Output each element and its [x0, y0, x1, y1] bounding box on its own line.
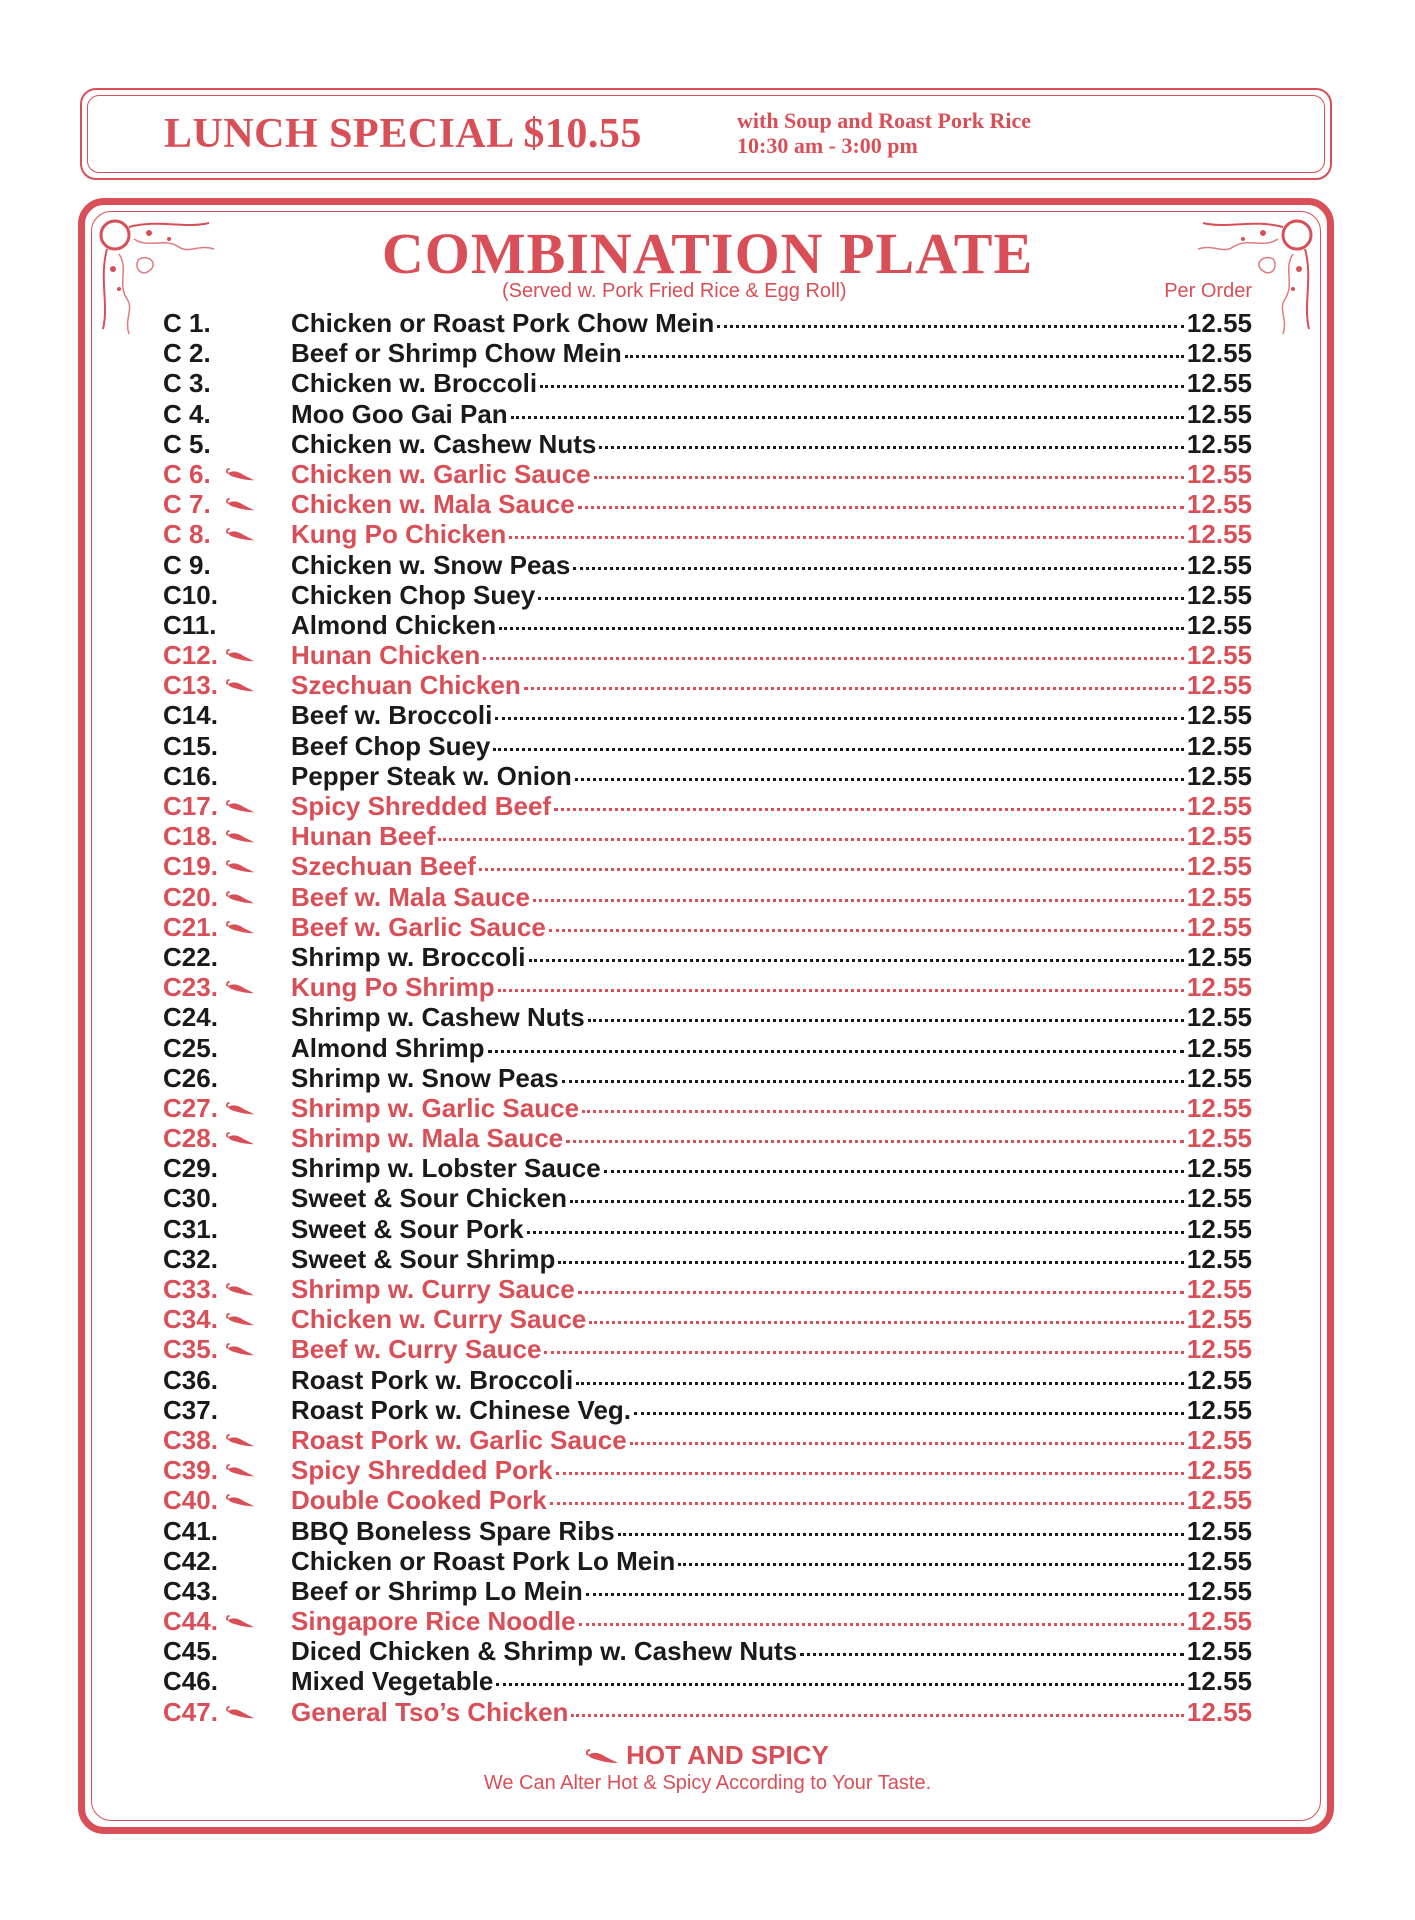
item-name: Roast Pork w. Broccoli: [291, 1364, 574, 1395]
dot-leader: [630, 1442, 1184, 1445]
menu-item: [163, 1666, 1252, 1696]
menu-item: [163, 761, 1252, 791]
dot-leader: [604, 1170, 1184, 1173]
menu-item: [163, 1455, 1252, 1485]
item-code: C18.: [163, 821, 218, 852]
chili-pepper-icon: [225, 921, 257, 935]
item-price: 12.55: [1186, 519, 1252, 550]
dot-leader: [496, 1683, 1184, 1686]
menu-item: [163, 1183, 1252, 1213]
item-name: Pepper Steak w. Onion: [291, 760, 572, 791]
menu-item: [163, 1274, 1252, 1304]
chili-pepper-icon: [586, 1749, 620, 1765]
item-name: Beef w. Broccoli: [291, 700, 493, 731]
item-name: Roast Pork w. Chinese Veg.: [291, 1394, 632, 1425]
dot-leader: [544, 1351, 1183, 1354]
item-code: C35.: [163, 1334, 218, 1365]
dot-leader: [558, 1261, 1184, 1264]
item-name: Sweet & Sour Chicken: [291, 1183, 567, 1214]
menu-item: [163, 640, 1252, 670]
menu-item: [163, 399, 1252, 429]
item-name: Diced Chicken & Shrimp w. Cashew Nuts: [291, 1636, 798, 1667]
item-name: Kung Po Shrimp: [291, 972, 495, 1003]
menu-item: [163, 1304, 1252, 1334]
lunch-special-details: [737, 108, 1031, 158]
item-code: C43.: [163, 1575, 218, 1606]
item-code: C32.: [163, 1243, 218, 1274]
item-price: 12.55: [1186, 670, 1252, 701]
menu-item: [163, 1153, 1252, 1183]
menu-item: [163, 308, 1252, 338]
menu-item: [163, 459, 1252, 489]
item-name: Mixed Vegetable: [291, 1666, 494, 1697]
menu-item: [163, 942, 1252, 972]
dot-leader: [509, 536, 1184, 539]
dot-leader: [493, 748, 1184, 751]
item-code: C11.: [163, 609, 217, 640]
menu-item: [163, 1485, 1252, 1515]
item-name: Shrimp w. Garlic Sauce: [291, 1092, 580, 1123]
item-price: 12.55: [1186, 1636, 1252, 1667]
item-name: Beef or Shrimp Chow Mein: [291, 338, 622, 369]
chili-pepper-icon: [225, 1343, 257, 1357]
item-name: Almond Shrimp: [291, 1032, 485, 1063]
item-price: 12.55: [1186, 458, 1252, 489]
chili-pepper-icon: [225, 860, 257, 874]
dot-leader: [511, 416, 1184, 419]
item-price: 12.55: [1186, 730, 1252, 761]
lunch-special-banner: [80, 88, 1332, 180]
dot-leader: [540, 385, 1184, 388]
dot-leader: [575, 778, 1184, 781]
item-price: 12.55: [1186, 1334, 1252, 1365]
item-name: Szechuan Beef: [291, 851, 476, 882]
item-code: C26.: [163, 1062, 218, 1093]
menu-item: [163, 1516, 1252, 1546]
dot-leader: [589, 1321, 1184, 1324]
item-name: Roast Pork w. Garlic Sauce: [291, 1424, 627, 1455]
dot-leader: [529, 959, 1184, 962]
dot-leader: [570, 1200, 1184, 1203]
dot-leader: [438, 838, 1183, 841]
dot-leader: [588, 1019, 1184, 1022]
menu-item: [163, 1002, 1252, 1032]
menu-item: [163, 1606, 1252, 1636]
dot-leader: [579, 1623, 1184, 1626]
dot-leader: [678, 1563, 1184, 1566]
menu-item: [163, 1425, 1252, 1455]
dot-leader: [618, 1533, 1184, 1536]
chili-pepper-icon: [225, 891, 257, 905]
item-name: Hunan Beef: [291, 821, 436, 852]
item-code: C30.: [163, 1183, 218, 1214]
menu-item: [163, 1214, 1252, 1244]
item-price: 12.55: [1186, 1424, 1252, 1455]
item-name: Sweet & Sour Shrimp: [291, 1243, 556, 1274]
item-code: C 2.: [163, 338, 211, 369]
dot-leader: [582, 1110, 1184, 1113]
dot-leader: [527, 1231, 1184, 1234]
item-code: C45.: [163, 1636, 218, 1667]
item-code: C 8.: [163, 519, 211, 550]
item-price: 12.55: [1186, 428, 1252, 459]
chili-pepper-icon: [225, 1434, 257, 1448]
item-price: 12.55: [1186, 1606, 1252, 1637]
dot-leader: [562, 1080, 1184, 1083]
dot-leader: [717, 325, 1184, 328]
item-price: 12.55: [1186, 338, 1252, 369]
menu-item: [163, 821, 1252, 851]
menu-item: [163, 851, 1252, 881]
dot-leader: [550, 1502, 1184, 1505]
item-code: C28.: [163, 1123, 218, 1154]
menu-item: [163, 368, 1252, 398]
item-code: C 1.: [163, 308, 211, 338]
item-code: C23.: [163, 972, 218, 1003]
item-name: Chicken w. Broccoli: [291, 368, 538, 399]
item-code: C38.: [163, 1424, 218, 1455]
page-title: COMBINATION PLATE: [381, 221, 1034, 286]
menu-item: [163, 489, 1252, 519]
item-name: Singapore Rice Noodle: [291, 1606, 576, 1637]
dot-leader: [495, 717, 1184, 720]
item-name: Shrimp w. Mala Sauce: [291, 1123, 564, 1154]
chili-pepper-icon: [225, 528, 257, 542]
menu-item: [163, 1395, 1252, 1425]
item-code: C19.: [163, 851, 218, 882]
dot-leader: [499, 627, 1184, 630]
menu-item: [163, 1123, 1252, 1153]
item-name: Chicken or Roast Pork Chow Mein: [291, 308, 715, 338]
dot-leader: [578, 506, 1184, 509]
item-price: 12.55: [1186, 398, 1252, 429]
chili-pepper-icon: [225, 649, 257, 663]
item-price: 12.55: [1186, 1575, 1252, 1606]
item-price: 12.55: [1186, 1123, 1252, 1154]
item-name: Kung Po Chicken: [291, 519, 507, 550]
dot-leader: [599, 446, 1184, 449]
item-price: 12.55: [1186, 1304, 1252, 1335]
spicy-note: We Can Alter Hot & Spicy According to Your Taste.: [483, 1772, 932, 1794]
item-code: C36.: [163, 1364, 218, 1395]
menu-item: [163, 1576, 1252, 1606]
dot-leader: [571, 1714, 1183, 1717]
chili-pepper-icon: [225, 679, 257, 693]
item-price: 12.55: [1186, 1032, 1252, 1063]
dot-leader: [538, 597, 1184, 600]
item-price: 12.55: [1186, 1394, 1252, 1425]
chili-pepper-icon: [225, 1283, 257, 1297]
item-price: 12.55: [1186, 1213, 1252, 1244]
item-name: Shrimp w. Lobster Sauce: [291, 1153, 601, 1184]
item-code: C15.: [163, 730, 218, 761]
menu-list: [163, 308, 1252, 1727]
item-name: Shrimp w. Snow Peas: [291, 1062, 559, 1093]
item-price: 12.55: [1186, 941, 1252, 972]
item-code: C13.: [163, 670, 218, 701]
item-code: C14.: [163, 700, 218, 731]
item-price: 12.55: [1186, 549, 1252, 580]
item-name: Shrimp w. Curry Sauce: [291, 1274, 575, 1304]
item-price: 12.55: [1186, 851, 1252, 882]
menu-item: [163, 429, 1252, 459]
item-code: C39.: [163, 1455, 218, 1486]
hot-spicy-legend: [0, 1740, 1415, 1771]
item-price: 12.55: [1186, 1002, 1252, 1033]
dot-leader: [594, 476, 1184, 479]
dot-leader: [554, 808, 1184, 811]
menu-item: [163, 338, 1252, 368]
served-with-note: (Served w. Pork Fried Rice & Egg Roll): [502, 280, 847, 302]
item-code: C41.: [163, 1515, 218, 1546]
menu-item: [163, 912, 1252, 942]
item-price: 12.55: [1186, 700, 1252, 731]
item-code: C20.: [163, 881, 218, 912]
chili-pepper-icon: [225, 1313, 257, 1327]
item-name: Chicken w. Curry Sauce: [291, 1304, 587, 1335]
dot-leader: [556, 1472, 1184, 1475]
item-code: C 4.: [163, 398, 211, 429]
chili-pepper-icon: [225, 1102, 257, 1116]
menu-item: [163, 1334, 1252, 1364]
item-code: C29.: [163, 1153, 218, 1184]
menu-item: [163, 610, 1252, 640]
item-code: C46.: [163, 1666, 218, 1697]
menu-item: [163, 580, 1252, 610]
menu-item: [163, 1033, 1252, 1063]
per-order-label: Per Order: [1164, 280, 1252, 302]
item-name: BBQ Boneless Spare Ribs: [291, 1515, 615, 1546]
item-price: 12.55: [1186, 1545, 1252, 1576]
chili-pepper-icon: [225, 468, 257, 482]
item-name: General Tso’s Chicken: [291, 1696, 569, 1727]
lunch-special-hours: 10:30 am - 3:00 pm: [737, 133, 918, 158]
item-name: Chicken w. Snow Peas: [291, 549, 571, 580]
chili-pepper-icon: [225, 498, 257, 512]
chili-pepper-icon: [225, 1494, 257, 1508]
menu-item: [163, 700, 1252, 730]
lunch-special-title: LUNCH SPECIAL $10.55: [164, 111, 642, 157]
item-code: C 3.: [163, 368, 211, 399]
dot-leader: [576, 1382, 1184, 1385]
item-code: C44.: [163, 1606, 218, 1637]
item-code: C 7.: [163, 489, 211, 520]
item-name: Hunan Chicken: [291, 640, 481, 671]
item-code: C47.: [163, 1696, 218, 1727]
dot-leader: [586, 1593, 1184, 1596]
menu-item: [163, 1063, 1252, 1093]
item-code: C10.: [163, 579, 218, 610]
chili-pepper-icon: [225, 830, 257, 844]
item-name: Beef w. Garlic Sauce: [291, 911, 546, 942]
menu-item: [163, 1093, 1252, 1123]
item-code: C12.: [163, 640, 218, 671]
item-price: 12.55: [1186, 1243, 1252, 1274]
item-code: C 9.: [163, 549, 211, 580]
item-name: Spicy Shredded Pork: [291, 1455, 553, 1486]
item-price: 12.55: [1186, 1364, 1252, 1395]
item-price: 12.55: [1186, 911, 1252, 942]
item-price: 12.55: [1186, 308, 1252, 338]
item-code: C22.: [163, 941, 218, 972]
menu-item: [163, 791, 1252, 821]
item-name: Beef Chop Suey: [291, 730, 491, 761]
item-price: 12.55: [1186, 1062, 1252, 1093]
item-price: 12.55: [1186, 1092, 1252, 1123]
item-name: Almond Chicken: [291, 609, 497, 640]
item-code: C16.: [163, 760, 218, 791]
item-name: Double Cooked Pork: [291, 1485, 547, 1516]
item-name: Beef w. Curry Sauce: [291, 1334, 542, 1365]
item-code: C42.: [163, 1545, 218, 1576]
menu-item: [163, 670, 1252, 700]
dot-leader: [488, 1050, 1184, 1053]
item-price: 12.55: [1186, 1183, 1252, 1214]
item-name: Szechuan Chicken: [291, 670, 521, 701]
item-code: C 5.: [163, 428, 211, 459]
item-name: Shrimp w. Broccoli: [291, 941, 526, 972]
item-name: Chicken Chop Suey: [291, 579, 536, 610]
item-code: C37.: [163, 1394, 218, 1425]
item-code: C21.: [163, 911, 218, 942]
item-name: Beef w. Mala Sauce: [291, 881, 530, 912]
dot-leader: [634, 1412, 1184, 1415]
menu-item: [163, 550, 1252, 580]
chili-pepper-icon: [225, 1464, 257, 1478]
item-name: Chicken w. Mala Sauce: [291, 489, 575, 520]
lunch-special-includes: with Soup and Roast Pork Rice: [737, 108, 1031, 133]
menu-item: [163, 972, 1252, 1002]
dot-leader: [533, 899, 1184, 902]
chili-pepper-icon: [225, 800, 257, 814]
item-name: Chicken w. Cashew Nuts: [291, 428, 597, 459]
item-price: 12.55: [1186, 1153, 1252, 1184]
dot-leader: [800, 1653, 1184, 1656]
item-code: C 6.: [163, 458, 211, 489]
item-price: 12.55: [1186, 1455, 1252, 1486]
item-name: Shrimp w. Cashew Nuts: [291, 1002, 585, 1033]
item-code: C34.: [163, 1304, 218, 1335]
menu-item: [163, 1636, 1252, 1666]
item-price: 12.55: [1186, 1666, 1252, 1697]
item-price: 12.55: [1186, 972, 1252, 1003]
item-code: C25.: [163, 1032, 218, 1063]
item-price: 12.55: [1186, 489, 1252, 520]
item-code: C33.: [163, 1274, 218, 1304]
dot-leader: [483, 657, 1184, 660]
chili-pepper-icon: [225, 981, 257, 995]
chili-pepper-icon: [225, 1132, 257, 1146]
item-price: 12.55: [1186, 821, 1252, 852]
menu-item: [163, 1365, 1252, 1395]
item-price: 12.55: [1186, 1515, 1252, 1546]
item-name: Spicy Shredded Beef: [291, 791, 552, 821]
dot-leader: [524, 687, 1184, 690]
item-price: 12.55: [1186, 579, 1252, 610]
dot-leader: [573, 567, 1184, 570]
item-price: 12.55: [1186, 1696, 1252, 1727]
item-code: C40.: [163, 1485, 218, 1516]
item-name: Chicken or Roast Pork Lo Mein: [291, 1545, 676, 1576]
menu-item: [163, 1244, 1252, 1274]
item-price: 12.55: [1186, 760, 1252, 791]
item-name: Sweet & Sour Pork: [291, 1213, 524, 1244]
hot-spicy-label: HOT AND SPICY: [626, 1740, 829, 1770]
dot-leader: [549, 929, 1184, 932]
menu-item: [163, 882, 1252, 912]
item-code: C27.: [163, 1092, 218, 1123]
item-code: C31.: [163, 1213, 218, 1244]
item-price: 12.55: [1186, 881, 1252, 912]
item-price: 12.55: [1186, 1485, 1252, 1516]
item-code: C17.: [163, 791, 218, 821]
dot-leader: [498, 989, 1184, 992]
dot-leader: [566, 1140, 1184, 1143]
chili-pepper-icon: [225, 1615, 257, 1629]
item-price: 12.55: [1186, 640, 1252, 671]
item-price: 12.55: [1186, 368, 1252, 399]
item-code: C24.: [163, 1002, 218, 1033]
menu-item: [163, 519, 1252, 549]
dot-leader: [625, 355, 1184, 358]
menu-item: [163, 1546, 1252, 1576]
dot-leader: [479, 868, 1184, 871]
item-name: Chicken w. Garlic Sauce: [291, 458, 591, 489]
menu-item: [163, 1697, 1252, 1727]
item-price: 12.55: [1186, 1274, 1252, 1304]
item-name: Beef or Shrimp Lo Mein: [291, 1575, 583, 1606]
item-price: 12.55: [1186, 791, 1252, 821]
dot-leader: [578, 1291, 1184, 1294]
chili-pepper-icon: [225, 1706, 257, 1720]
menu-item: [163, 731, 1252, 761]
item-price: 12.55: [1186, 609, 1252, 640]
item-name: Moo Goo Gai Pan: [291, 398, 508, 429]
